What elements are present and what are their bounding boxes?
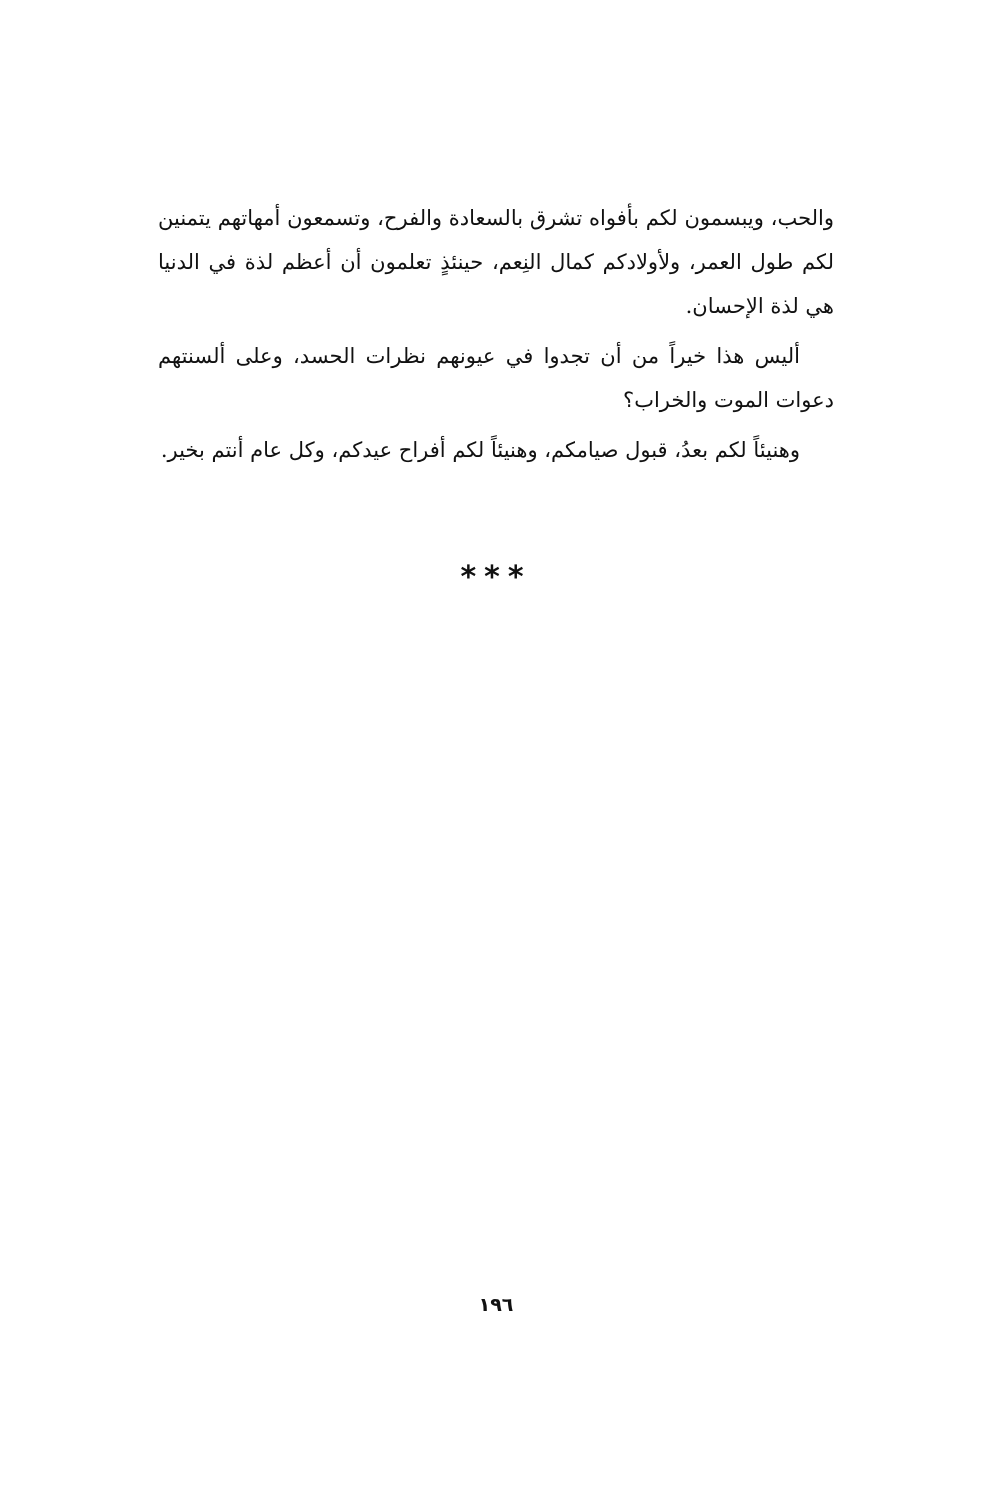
page-body — [158, 196, 834, 472]
paragraph-continuation: والحب، ويبسمون لكم بأفواه تشرق بالسعادة والفرح، وتسمعون أمهاتهم يتمنين لكم طول العمر، ولأولادكم كمال النِعم، حينئذٍ تعلمون أن أعظم لذة في الدنيا هي لذة الإحسان. — [158, 206, 834, 318]
paragraph-question: أليس هذا خيراً من أن تجدوا في عيونهم نظرات الحسد، وعلى ألسنتهم دعوات الموت والخراب؟ — [158, 344, 834, 412]
section-separator: *** — [460, 560, 532, 595]
paragraph-closing-greeting: وهنيئاً لكم بعدُ، قبول صيامكم، وهنيئاً لكم أفراح عيدكم، وكل عام أنتم بخير. — [160, 438, 800, 462]
page-number: ١٩٦ — [478, 1294, 514, 1316]
